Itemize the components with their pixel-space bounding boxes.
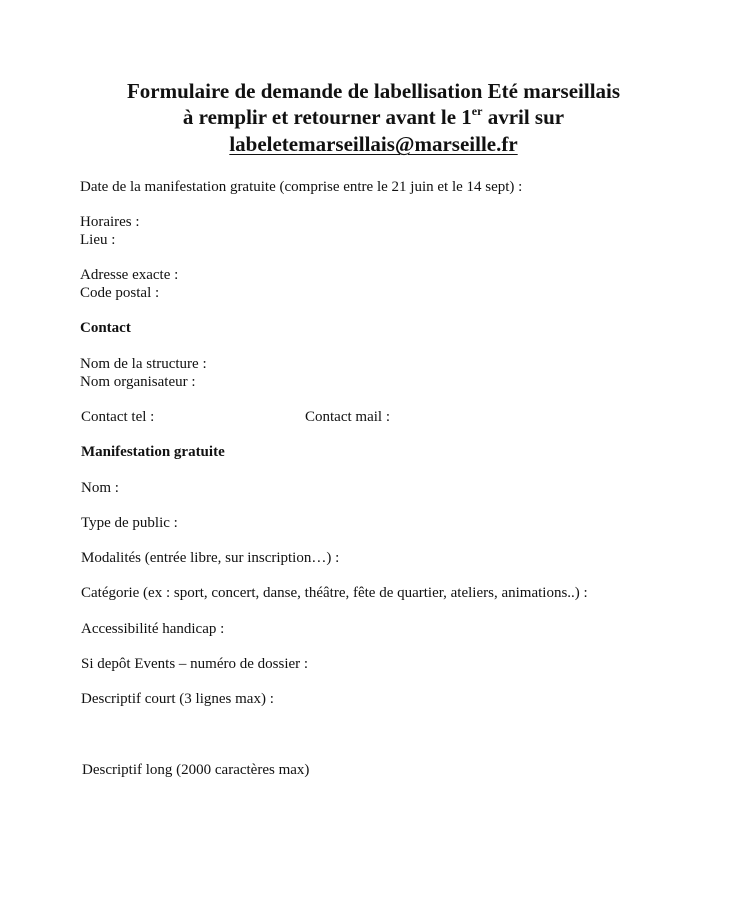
- field-code-postal: Code postal :: [80, 285, 160, 301]
- field-descriptif-long: Descriptif long (2000 caractères max): [82, 762, 310, 778]
- subtitle-text-after: avril sur: [482, 105, 565, 129]
- subtitle-superscript: er: [471, 104, 483, 118]
- field-adresse: Adresse exacte :: [80, 267, 179, 283]
- manifestation-heading: Manifestation gratuite: [81, 444, 225, 460]
- email-link[interactable]: labeletemarseillais@marseille.fr: [229, 132, 518, 156]
- field-lieu: Lieu :: [80, 232, 116, 248]
- form-subtitle: [0, 105, 747, 129]
- field-nom: Nom :: [81, 480, 119, 496]
- field-type-public: Type de public :: [81, 515, 178, 531]
- field-date: Date de la manifestation gratuite (comprise entre le 21 juin et le 14 sept) :: [80, 179, 523, 195]
- form-email-line: [0, 132, 747, 156]
- field-accessibilite: Accessibilité handicap :: [81, 621, 225, 637]
- field-descriptif-court: Descriptif court (3 lignes max) :: [81, 691, 274, 707]
- field-contact-tel: Contact tel :: [81, 409, 155, 425]
- form-title: [0, 79, 747, 103]
- field-nom-organisateur: Nom organisateur :: [80, 374, 196, 390]
- field-horaires: Horaires :: [80, 214, 140, 230]
- field-depot-events: Si depôt Events – numéro de dossier :: [81, 656, 309, 672]
- form-title-text: Formulaire de demande de labellisation Eté marseillais: [126, 79, 621, 103]
- field-contact-mail: Contact mail :: [305, 409, 390, 425]
- subtitle-text-before: à remplir et retourner avant le 1: [182, 105, 472, 129]
- field-modalites: Modalités (entrée libre, sur inscription…) :: [81, 550, 340, 566]
- field-nom-structure: Nom de la structure :: [80, 356, 207, 372]
- field-categorie: Catégorie (ex : sport, concert, danse, théâtre, fête de quartier, ateliers, animations..) :: [81, 585, 588, 601]
- contact-heading: Contact: [80, 320, 131, 336]
